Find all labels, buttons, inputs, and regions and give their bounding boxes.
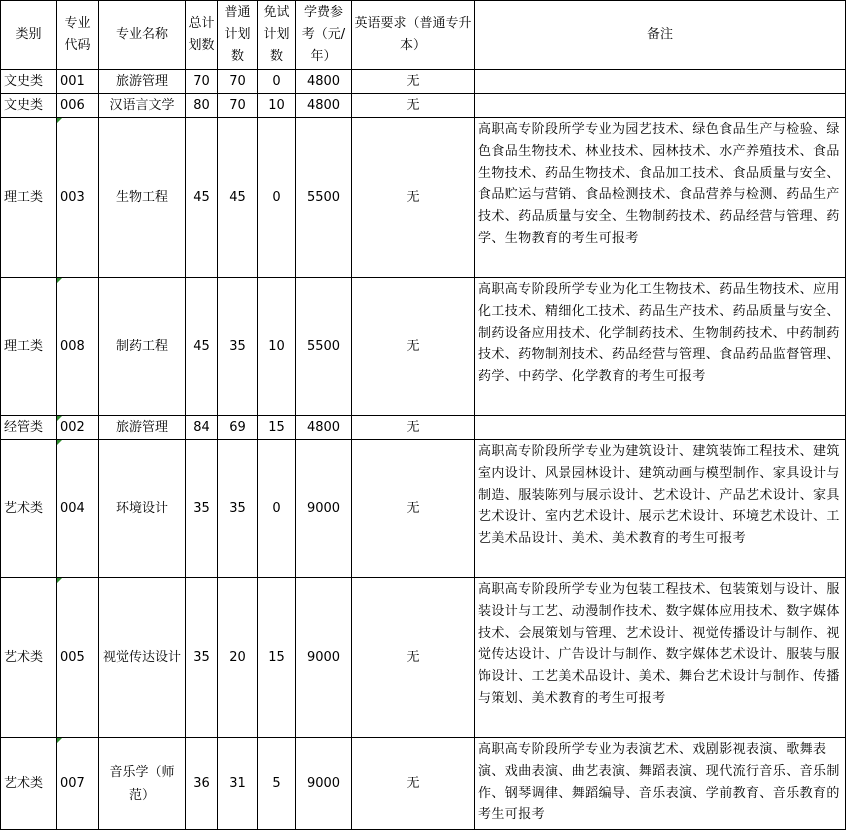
category-cell: 艺术类: [1, 578, 57, 738]
free-cell: 15: [258, 416, 296, 440]
fee-cell: 5500: [296, 278, 352, 416]
fee-cell: 9000: [296, 578, 352, 738]
code-cell: 001: [57, 70, 99, 94]
category-cell: 文史类: [1, 70, 57, 94]
header-regular: 普通计划数: [218, 1, 258, 70]
header-code: 专业代码: [57, 1, 99, 70]
header-english: 英语要求（普通专升本）: [352, 1, 475, 70]
code-cell: 005: [57, 578, 99, 738]
comment-marker-icon: [57, 578, 62, 583]
notes-cell: 高职高专阶段所学专业为表演艺术、戏剧影视表演、歌舞表演、戏曲表演、曲艺表演、舞蹈表演、现代流行音乐、音乐制作、钢琴调律、舞蹈编导、音乐表演、学前教育、音乐教育的考生可报考: [475, 738, 846, 830]
code-cell: 007: [57, 738, 99, 830]
total-cell: 45: [186, 278, 218, 416]
table-row: [1, 738, 846, 830]
category-cell: 理工类: [1, 118, 57, 278]
major-name-cell: 旅游管理: [99, 416, 186, 440]
notes-cell: 高职高专阶段所学专业为化工生物技术、药品生物技术、应用化工技术、精细化工技术、药品生产技术、药品质量与安全、制药设备应用技术、化学制药技术、生物制药技术、中药制药技术、药物制剂技术、药品经营与管理、食品药品监督管理、药学、中药学、化学教育的考生可报考: [475, 278, 846, 416]
notes-cell: 高职高专阶段所学专业为园艺技术、绿色食品生产与检验、绿色食品生物技术、林业技术、园林技术、水产养殖技术、食品生物技术、药品生物技术、食品加工技术、食品质量与安全、食品贮运与营销、食品检测技术、食品营养与检测、药品生产技术、药品质量与安全、生物制药技术、药品经营与管理、药学、生物教育的考生可报考: [475, 118, 846, 278]
regular-cell: 45: [218, 118, 258, 278]
regular-cell: 69: [218, 416, 258, 440]
notes-cell: 高职高专阶段所学专业为包装工程技术、包装策划与设计、服装设计与工艺、动漫制作技术、数字媒体应用技术、数字媒体技术、会展策划与管理、艺术设计、视觉传播设计与制作、视觉传达设计、广告设计与制作、数字媒体艺术设计、服装与服饰设计、工艺美术品设计、美术、舞台艺术设计与制作、传播与策划、美术教育的考生可报考: [475, 578, 846, 738]
free-cell: 0: [258, 440, 296, 578]
header-fee: 学费参考（元/年）: [296, 1, 352, 70]
header-notes: 备注: [475, 1, 846, 70]
english-cell: 无: [352, 440, 475, 578]
regular-cell: 35: [218, 440, 258, 578]
total-cell: 35: [186, 440, 218, 578]
english-cell: 无: [352, 118, 475, 278]
regular-cell: 70: [218, 70, 258, 94]
code-cell: 003: [57, 118, 99, 278]
major-name-cell: 音乐学（师范）: [99, 738, 186, 830]
header-free: 免试计划数: [258, 1, 296, 70]
fee-cell: 9000: [296, 440, 352, 578]
major-name-cell: 制药工程: [99, 278, 186, 416]
free-cell: 5: [258, 738, 296, 830]
table-row: [1, 278, 846, 416]
notes-cell: [475, 416, 846, 440]
notes-cell: [475, 94, 846, 118]
regular-cell: 70: [218, 94, 258, 118]
major-name-cell: 环境设计: [99, 440, 186, 578]
comment-marker-icon: [57, 440, 62, 445]
category-cell: 艺术类: [1, 440, 57, 578]
notes-cell: 高职高专阶段所学专业为建筑设计、建筑装饰工程技术、建筑室内设计、风景园林设计、建筑动画与模型制作、家具设计与制造、服装陈列与展示设计、艺术设计、产品艺术设计、家具艺术设计、室内艺术设计、展示艺术设计、环境艺术设计、工艺美术品设计、美术、美术教育的考生可报考: [475, 440, 846, 578]
english-cell: 无: [352, 738, 475, 830]
fee-cell: 4800: [296, 94, 352, 118]
total-cell: 70: [186, 70, 218, 94]
table-row: [1, 118, 846, 278]
header-category: 类别: [1, 1, 57, 70]
code-cell: 008: [57, 278, 99, 416]
regular-cell: 35: [218, 278, 258, 416]
total-cell: 80: [186, 94, 218, 118]
free-cell: 0: [258, 70, 296, 94]
total-cell: 36: [186, 738, 218, 830]
category-cell: 经管类: [1, 416, 57, 440]
free-cell: 10: [258, 94, 296, 118]
regular-cell: 20: [218, 578, 258, 738]
category-cell: 理工类: [1, 278, 57, 416]
category-cell: 文史类: [1, 94, 57, 118]
header-name: 专业名称: [99, 1, 186, 70]
category-cell: 艺术类: [1, 738, 57, 830]
total-cell: 45: [186, 118, 218, 278]
table-row: [1, 94, 846, 118]
fee-cell: 4800: [296, 416, 352, 440]
comment-marker-icon: [57, 416, 62, 421]
fee-cell: 9000: [296, 738, 352, 830]
comment-marker-icon: [57, 738, 62, 743]
code-cell: 002: [57, 416, 99, 440]
regular-cell: 31: [218, 738, 258, 830]
table-row: [1, 416, 846, 440]
code-cell: 004: [57, 440, 99, 578]
comment-marker-icon: [57, 118, 62, 123]
free-cell: 15: [258, 578, 296, 738]
major-name-cell: 汉语言文学: [99, 94, 186, 118]
table-row: [1, 578, 846, 738]
free-cell: 0: [258, 118, 296, 278]
fee-cell: 5500: [296, 118, 352, 278]
fee-cell: 4800: [296, 70, 352, 94]
total-cell: 84: [186, 416, 218, 440]
table-row: [1, 70, 846, 94]
english-cell: 无: [352, 94, 475, 118]
free-cell: 10: [258, 278, 296, 416]
notes-cell: [475, 70, 846, 94]
header-total: 总计划数: [186, 1, 218, 70]
header-row: [1, 1, 846, 70]
total-cell: 35: [186, 578, 218, 738]
table-row: [1, 440, 846, 578]
english-cell: 无: [352, 416, 475, 440]
major-name-cell: 生物工程: [99, 118, 186, 278]
comment-marker-icon: [57, 278, 62, 283]
english-cell: 无: [352, 278, 475, 416]
code-cell: 006: [57, 94, 99, 118]
major-name-cell: 视觉传达设计: [99, 578, 186, 738]
english-cell: 无: [352, 578, 475, 738]
english-cell: 无: [352, 70, 475, 94]
major-name-cell: 旅游管理: [99, 70, 186, 94]
